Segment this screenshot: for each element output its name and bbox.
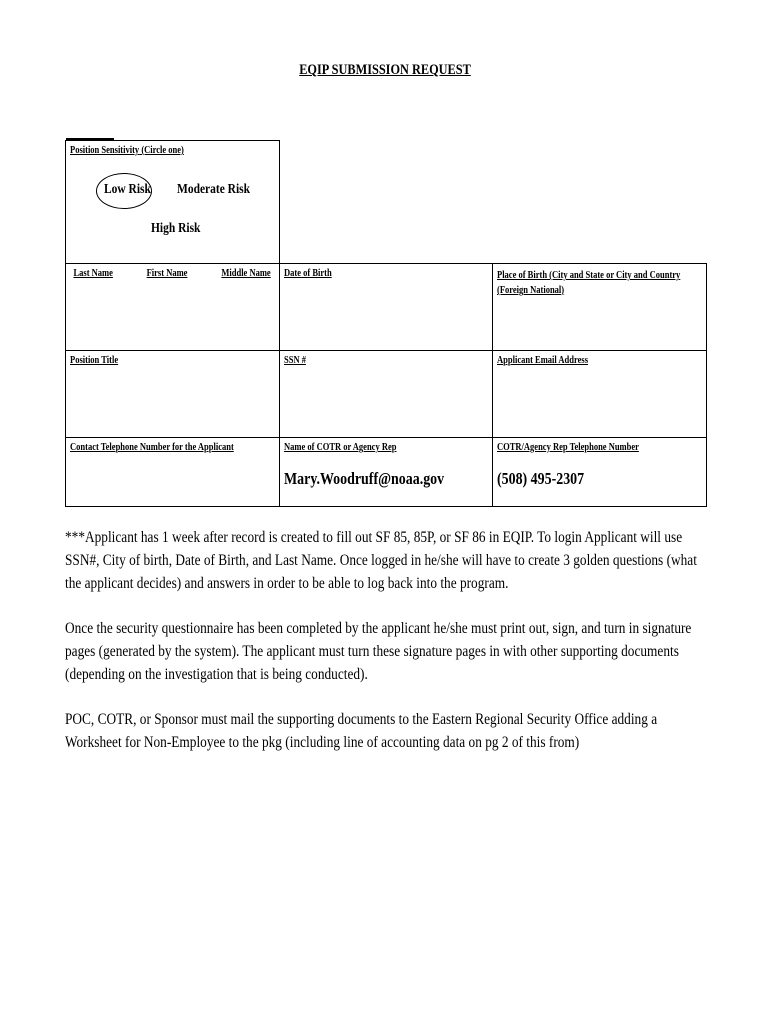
applicant-email-label: Applicant Email Address — [497, 355, 589, 366]
name-field-cell[interactable] — [66, 264, 280, 351]
position-title-cell[interactable] — [66, 351, 280, 438]
name-labels — [70, 268, 275, 279]
high-risk-option[interactable]: High Risk — [151, 221, 201, 236]
ssn-label: SSN # — [284, 355, 306, 366]
position-sensitivity-label: Position Sensitivity (Circle one) — [70, 145, 184, 156]
applicant-email-cell[interactable] — [493, 351, 707, 438]
instruction-paragraph-login: ***Applicant has 1 week after record is created to fill out SF 85, 85P, or SF 86 in EQIP. To login Applicant will use SSN#, City of birth, Date of Birth, and Last Name. Once logged in he/she will have to create 3 golden questions (what the applicant decides) and answers in order to be able to log back into the program. — [65, 529, 697, 592]
request-form-table — [65, 140, 707, 507]
ssn-cell[interactable] — [280, 351, 493, 438]
cotr-name-value: Mary.Woodruff@noaa.gov — [284, 469, 445, 488]
cotr-name-cell[interactable] — [280, 438, 493, 507]
instruction-paragraph-mailing: POC, COTR, or Sponsor must mail the supporting documents to the Eastern Regional Security Office adding a Worksheet for Non-Employee to the pkg (including line of accounting data on pg 2 of this from) — [65, 711, 658, 751]
cotr-phone-cell[interactable] — [493, 438, 707, 507]
cotr-phone-value: (508) 495-2307 — [497, 469, 585, 488]
blank-cell — [280, 141, 493, 264]
contact-phone-label: Contact Telephone Number for the Applicant — [70, 442, 234, 453]
date-of-birth-label: Date of Birth — [284, 268, 332, 279]
form-title: EQIP SUBMISSION REQUEST — [299, 62, 471, 78]
middle-name-label: Middle Name — [221, 268, 271, 279]
moderate-risk-option[interactable]: Moderate Risk — [177, 182, 251, 197]
low-risk-option[interactable]: Low Risk — [104, 182, 151, 197]
last-name-label: Last Name — [73, 268, 113, 279]
cotr-name-label: Name of COTR or Agency Rep — [284, 442, 397, 453]
blank-cell — [493, 141, 707, 264]
position-sensitivity-cell[interactable] — [66, 141, 280, 264]
place-of-birth-label: Place of Birth (City and State or City and Country (Foreign National) — [497, 270, 681, 296]
instructions — [65, 526, 705, 776]
cotr-phone-label: COTR/Agency Rep Telephone Number — [497, 442, 639, 453]
position-title-label: Position Title — [70, 355, 119, 366]
first-name-label: First Name — [146, 268, 188, 279]
place-of-birth-cell[interactable] — [493, 264, 707, 351]
contact-phone-cell[interactable] — [66, 438, 280, 507]
instruction-paragraph-signature: Once the security questionnaire has been completed by the applicant he/she must print out, sign, and turn in signature pages (generated by the system). The applicant must turn these signature pages in with other supporting documents (depending on the investigation that is being conducted). — [65, 620, 692, 683]
date-of-birth-cell[interactable] — [280, 264, 493, 351]
